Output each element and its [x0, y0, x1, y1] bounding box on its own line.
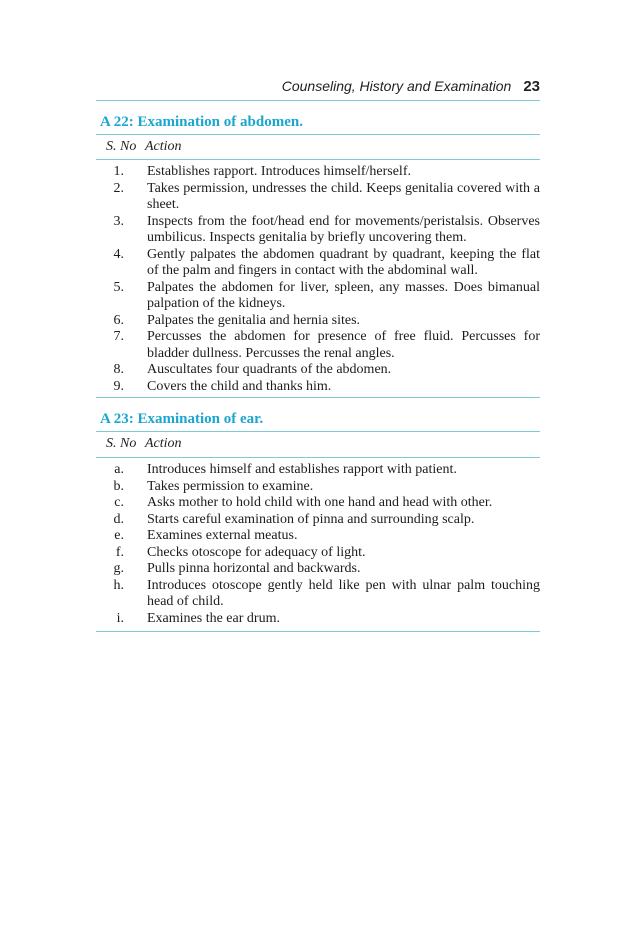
list-item — [96, 561, 540, 578]
list-item — [96, 247, 540, 280]
item-number: g. — [113, 561, 124, 576]
item-text: Percusses the abdomen for presence of free fluid. Percusses for bladder dullness. Percusses the renal angles. — [147, 329, 540, 361]
item-text: Starts careful examination of pinna and surrounding scalp. — [147, 511, 475, 527]
item-number: 8. — [113, 362, 124, 377]
item-number: 6. — [113, 312, 124, 328]
list-item — [96, 512, 540, 529]
column-sno-label: S. No — [106, 139, 137, 154]
page-number: 23 — [523, 78, 540, 95]
list-item — [96, 181, 540, 214]
item-number: f. — [115, 544, 124, 560]
item-number: 7. — [113, 329, 124, 344]
header-rule — [96, 100, 540, 101]
list-item — [96, 313, 540, 330]
list-item — [96, 495, 540, 512]
item-text: Auscultates four quadrants of the abdomen. — [147, 362, 392, 377]
item-text: Covers the child and thanks him. — [147, 378, 332, 394]
item-number: 9. — [113, 378, 124, 394]
item-text: Examines external meatus. — [147, 528, 298, 543]
item-number: b. — [113, 478, 124, 494]
item-list-a23 — [96, 462, 540, 627]
list-item — [96, 545, 540, 562]
item-text: Palpates the genitalia and hernia sites. — [147, 312, 361, 328]
item-number: 3. — [113, 213, 124, 229]
item-number: i. — [116, 610, 124, 626]
list-item — [96, 214, 540, 247]
column-action-label: Action — [145, 436, 182, 451]
list-item — [96, 329, 540, 362]
item-text: Palpates the abdomen for liver, spleen, any masses. Does bimanual palpation of the kidneys. — [147, 279, 540, 311]
running-header — [96, 78, 540, 95]
column-header-rule-a22 — [96, 159, 540, 160]
item-number: 4. — [113, 246, 124, 262]
list-item — [96, 462, 540, 479]
item-number: d. — [113, 511, 124, 527]
item-number: c. — [114, 495, 124, 510]
section-heading-a22: A 22: Examination of abdomen. — [100, 114, 303, 130]
list-item — [96, 578, 540, 611]
chapter-title: Counseling, History and Examination — [281, 78, 512, 94]
item-number: 2. — [113, 180, 124, 196]
item-text: Introduces otoscope gently held like pen with ulnar palm touching head of child. — [147, 577, 540, 609]
list-item — [96, 528, 540, 545]
section-rule-a23-top — [96, 431, 540, 432]
item-text: Examines the ear drum. — [147, 610, 280, 626]
item-text: Checks otoscope for adequacy of light. — [147, 544, 366, 560]
item-text: Takes permission, undresses the child. Keeps genitalia covered with a sheet. — [147, 180, 540, 212]
item-text: Takes permission to examine. — [147, 478, 314, 494]
item-text: Inspects from the foot/head end for movements/peristalsis. Observes umbilicus. Inspects genitalia by briefly uncovering them. — [147, 213, 540, 245]
list-item — [96, 362, 540, 379]
item-text: Pulls pinna horizontal and backwards. — [147, 561, 361, 576]
list-item — [96, 379, 540, 396]
section-rule-a22-top — [96, 134, 540, 135]
list-item — [96, 164, 540, 181]
list-item — [96, 280, 540, 313]
section-heading-a23: A 23: Examination of ear. — [100, 411, 264, 427]
item-number: 1. — [113, 164, 124, 179]
list-item — [96, 479, 540, 496]
item-number: 5. — [113, 279, 124, 295]
item-list-a22 — [96, 164, 540, 395]
item-number: a. — [114, 462, 124, 477]
list-item — [96, 611, 540, 628]
column-sno-label: S. No — [106, 436, 137, 451]
section-rule-a23-bottom — [96, 631, 540, 632]
item-text: Gently palpates the abdomen quadrant by quadrant, keeping the flat of the palm and fingers in contact with the abdominal wall. — [147, 246, 540, 278]
item-number: e. — [114, 528, 124, 543]
item-text: Establishes rapport. Introduces himself/herself. — [147, 164, 411, 179]
section-rule-a22-bottom — [96, 397, 540, 398]
item-text: Asks mother to hold child with one hand and head with other. — [147, 495, 493, 510]
column-header-rule-a23 — [96, 457, 540, 458]
item-number: h. — [113, 577, 124, 593]
item-text: Introduces himself and establishes rapport with patient. — [147, 462, 457, 477]
column-action-label: Action — [145, 139, 182, 154]
